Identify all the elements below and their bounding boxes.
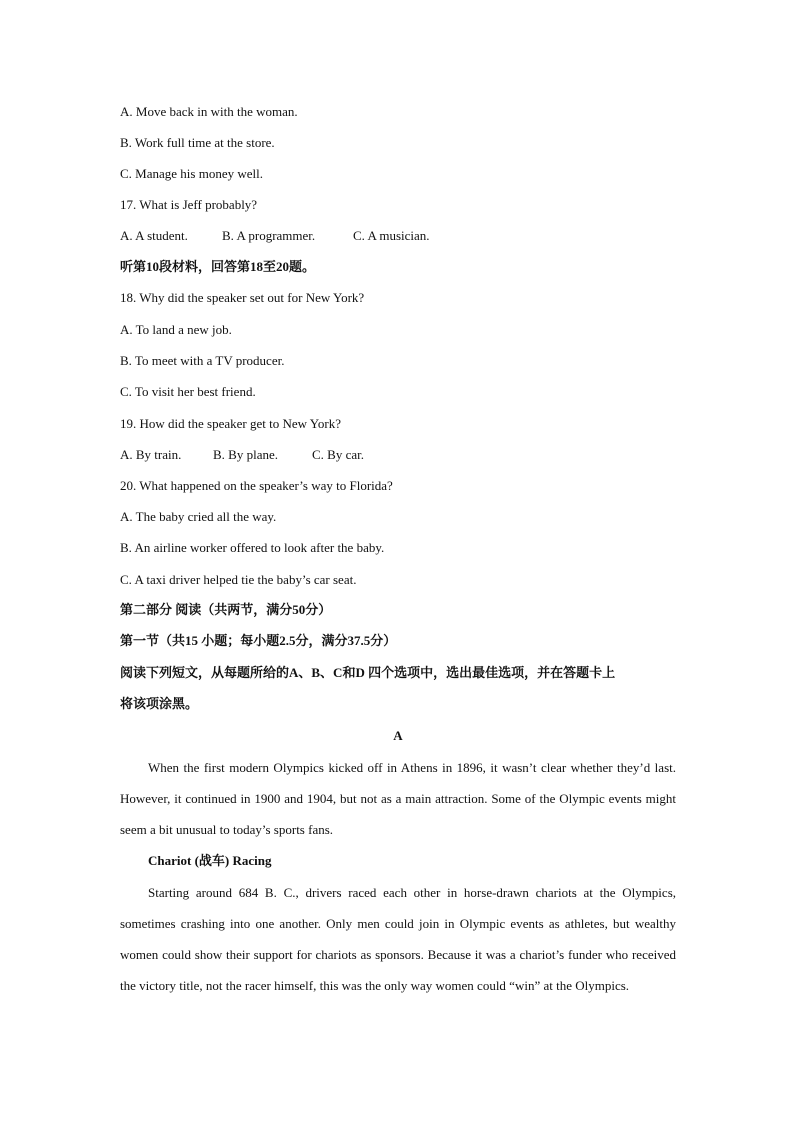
- q16-option-a: A. Move back in with the woman.: [120, 104, 298, 119]
- q19-option-b: B. By plane.: [213, 447, 278, 462]
- q17-option-c: C. A musician.: [353, 228, 430, 243]
- passage-subhead: Chariot (战车) Racing: [148, 853, 272, 868]
- passage-paragraph-2: Starting around 684 B. C., drivers raced each other in horse-drawn chariots at the Olympics, sometimes crashing into one another. Only men could join in Olympic events as athletes, but wealthy women could show their support for chariots as sponsors. Because it was a chariot’s funder who received the victory title, not the racer himself, this was the only way women could “win” at the Olympics.: [120, 885, 676, 993]
- q20-option-a: A. The baby cried all the way.: [120, 509, 277, 524]
- q18-option-b: B. To meet with a TV producer.: [120, 353, 285, 368]
- q18-option-a: A. To land a new job.: [120, 322, 232, 337]
- section10-instruction: 听第10段材料，回答第18至20题。: [120, 259, 316, 274]
- q19-option-a: A. By train.: [120, 447, 182, 462]
- q19-question: 19. How did the speaker get to New York?: [120, 416, 341, 431]
- q20-option-c: C. A taxi driver helped tie the baby’s car seat.: [120, 572, 357, 587]
- q17-option-b: B. A programmer.: [222, 228, 316, 243]
- q17-question: 17. What is Jeff probably?: [120, 197, 258, 212]
- part2-instruction-line2: 将该项涂黑。: [120, 696, 199, 711]
- q19-option-c: C. By car.: [312, 447, 364, 462]
- part2-instruction-line1: 阅读下列短文，从每题所给的A、B、C和D 四个选项中，选出最佳选项，并在答题卡上: [120, 665, 616, 680]
- part2-section1: 第一节（共15 小题；每小题2.5分，满分37.5分）: [120, 633, 397, 648]
- q16-option-b: B. Work full time at the store.: [120, 135, 275, 150]
- q20-option-b: B. An airline worker offered to look after the baby.: [120, 540, 385, 555]
- part2-title: 第二部分 阅读（共两节，满分50分）: [120, 602, 332, 617]
- q18-question: 18. Why did the speaker set out for New York?: [120, 290, 365, 305]
- q17-options: [120, 228, 430, 244]
- passage-label: A: [393, 728, 403, 743]
- q17-option-a: A. A student.: [120, 228, 188, 243]
- q16-option-c: C. Manage his money well.: [120, 166, 263, 181]
- q18-option-c: C. To visit her best friend.: [120, 384, 256, 399]
- q19-options: [120, 447, 364, 463]
- q20-question: 20. What happened on the speaker’s way to Florida?: [120, 478, 393, 493]
- passage-paragraph-1: When the first modern Olympics kicked off in Athens in 1896, it wasn’t clear whether they’d last. However, it continued in 1900 and 1904, but not as a main attraction. Some of the Olympic events might seem a bit unusual to today’s sports fans.: [120, 760, 676, 837]
